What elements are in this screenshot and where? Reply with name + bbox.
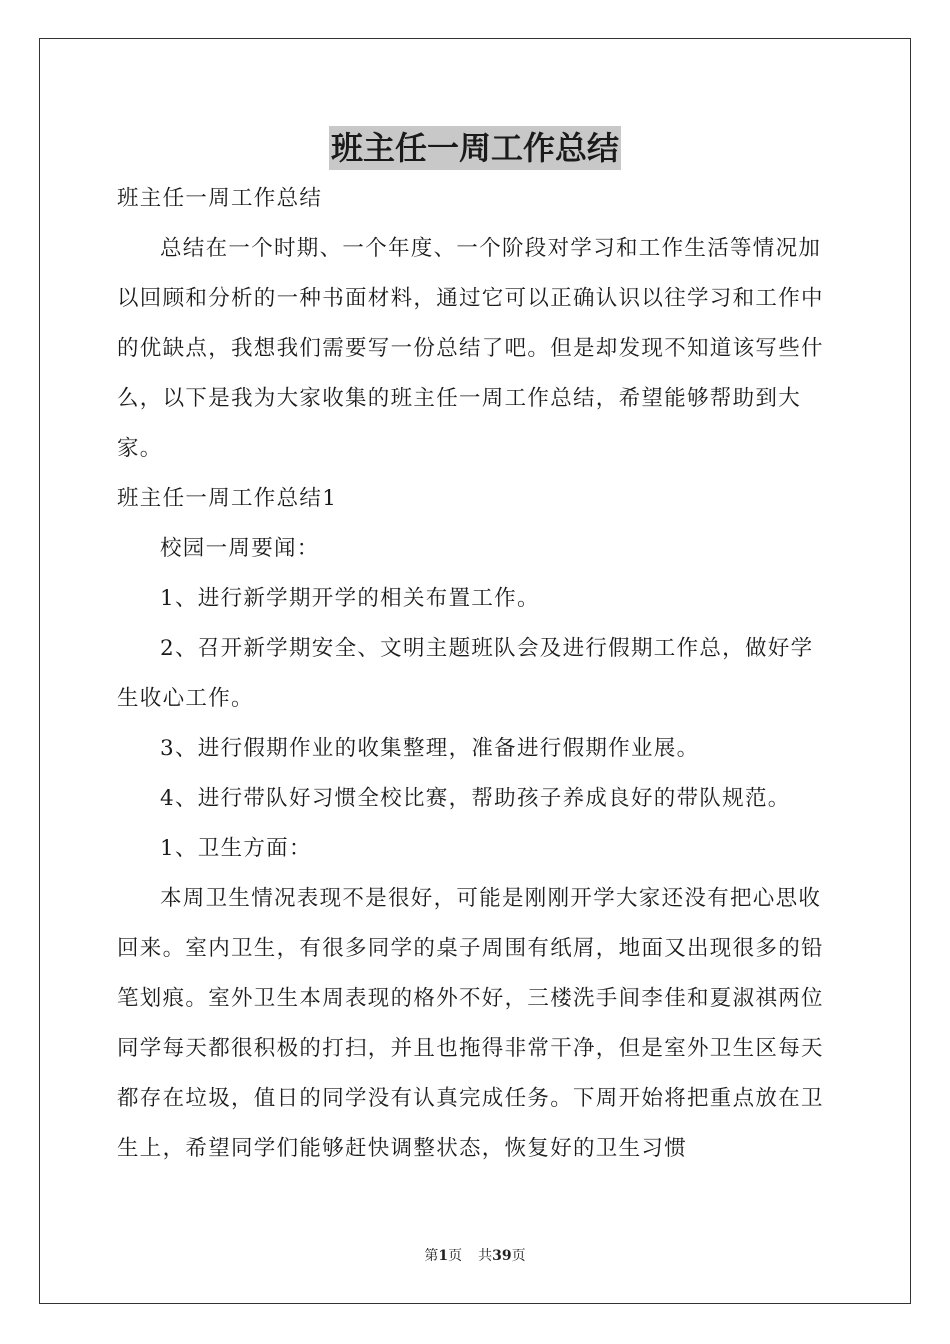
page-current: 1: [438, 1248, 449, 1264]
section-heading: 班主任一周工作总结1: [117, 486, 338, 511]
list-item: 1、进行新学期开学的相关布置工作。: [160, 586, 540, 611]
paragraph: 班主任一周工作总结: [117, 186, 323, 211]
document-body: [117, 174, 835, 1174]
page-footer: [0, 1246, 950, 1266]
page-suffix: 页: [448, 1248, 463, 1264]
paragraph: 总结在一个时期、一个年度、一个阶段对学习和工作生活等情况加以回顾和分析的一种书面材料，通过它可以正确认识以往学习和工作中的优缺点，我想我们需要写一份总结了吧。但是却发现不知道该写些什么，以下是我为大家收集的班主任一周工作总结，希望能够帮助到大家。: [117, 236, 824, 461]
page-total: 39: [492, 1248, 512, 1264]
page-prefix: 第: [424, 1248, 439, 1264]
list-item: 1、卫生方面：: [160, 836, 312, 861]
paragraph: 本周卫生情况表现不是很好，可能是刚刚开学大家还没有把心思收回来。室内卫生，有很多同学的桌子周围有纸屑，地面又出现很多的铅笔划痕。室外卫生本周表现的格外不好，三楼洗手间李佳和夏淑祺两位同学每天都很积极的打扫，并且也拖得非常干净，但是室外卫生区每天都存在垃圾，值日的同学没有认真完成任务。下周开始将把重点放在卫生上，希望同学们能够赶快调整状态，恢复好的卫生习惯: [117, 886, 824, 1161]
total-suffix: 页: [511, 1248, 526, 1264]
list-item: 3、进行假期作业的收集整理，准备进行假期作业展。: [160, 736, 700, 761]
total-prefix: 共: [478, 1248, 493, 1264]
list-item: 2、召开新学期安全、文明主题班队会及进行假期工作总，做好学生收心工作。: [117, 636, 814, 711]
title-area: [0, 126, 950, 170]
document-title: 班主任一周工作总结: [329, 126, 621, 170]
paragraph: 校园一周要闻：: [160, 536, 320, 561]
list-item: 4、进行带队好习惯全校比赛，帮助孩子养成良好的带队规范。: [160, 786, 791, 811]
